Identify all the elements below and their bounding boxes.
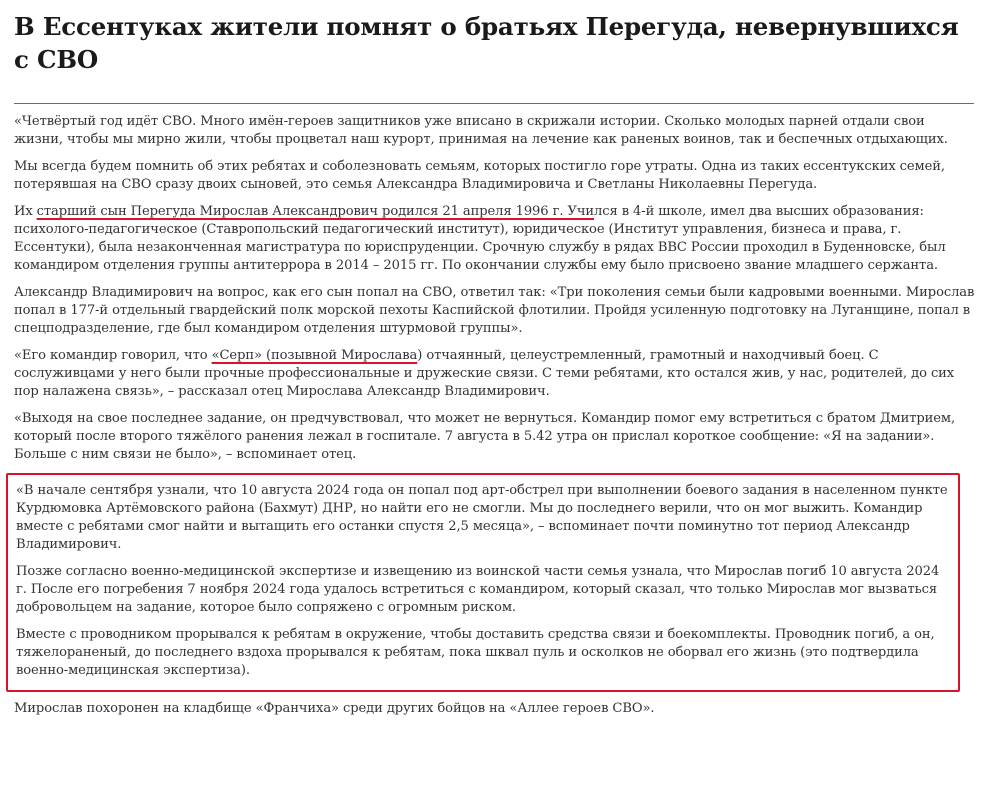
paragraph-commander-quote: [14, 347, 976, 401]
paragraph-biography-rest: лся в 4-й школе, имел два высших образования: психолого-педагогическое (Ставропольский педагогический институт), юридическое (Институт управления, бизнеса и права, г. Ессентуки), была незаконченная магистратура по юриспруденции. Срочную службу в рядах ВВС России проходил в Буденновске, был командиром отделения группы антитеррора в 2014 – 2015 гг. По окончании службы ему было присвоено звание младшего сержанта.: [14, 204, 946, 273]
paragraph-biography-lead: Их: [14, 204, 37, 219]
paragraph-biography: [14, 203, 976, 275]
article-title: В Ессентуках жители помнят о братьях Перегуда, невернувшихся с СВО: [14, 12, 959, 74]
paragraph-commander-rest: ) отчаянный, целеустремленный, грамотный и находчивый боец. С сослуживцами у него были прочные профессиональные и дружеские связи. С теми ребятами, кто остался жив, у нас, родителей, до сих пор налажена связь», – рассказал отец Мирослава Александр Владимирович.: [14, 348, 955, 399]
paragraph-final-fight: Вместе с проводником прорывался к ребятам в окружение, чтобы доставить средства связи и боекомплекты. Проводник погиб, а он, тяжелораненый, до последнего вздоха прорывался к ребятам, пока шквал пуль и осколков не оборвал его жизнь (это подтвердила военно-медицинская экспертиза).: [16, 627, 935, 678]
article: [14, 0, 976, 727]
paragraph-family: Мы всегда будем помнить об этих ребятах и соболезновать семьям, которых постигло горе утраты. Одна из таких ессентукских семей, потерявшая на СВО сразу двоих сыновей, это семья Александра Владимировича и Светланы Николаевны Перегуда.: [14, 159, 945, 192]
paragraph-how-joined: Александр Владимирович на вопрос, как его сын попал на СВО, ответил так: «Три поколения семьи были кадровыми военными. Мирослав попал в 177-й отдельный гвардейский полк морской пехоты Каспийской флотилии. Пройдя усиленную подготовку на Луганщине, попал в спецподразделение, где был командиром отделения штурмовой группы».: [14, 285, 975, 336]
underlined-birth-info: старший сын Перегуда Мирослав Александрович родился 21 апреля 1996 г. Учи: [36, 204, 595, 219]
underlined-callsign: «Серп» (позывной Мирослава: [211, 348, 418, 363]
paragraph-last-mission: «Выходя на свое последнее задание, он предчувствовал, что может не вернуться. Командир помог ему встретиться с братом Дмитрием, который после второго тяжёлого ранения лежал в госпитале. 7 августа в 5.42 утра он прислал короткое сообщение: «Я на задании». Больше с ним связи не было», – вспоминает отец.: [14, 411, 956, 462]
article-body: [14, 113, 976, 718]
paragraph-intro: «Четвёртый год идёт СВО. Много имён-героев защитников уже вписано в скрижали истории. Сколько молодых парней отдали свои жизни, чтобы мы мирно жили, чтобы процветал наш курорт, принимая на лечение как раненых воинов, так и беспечных отдыхающих.: [14, 114, 948, 147]
paragraph-expertise: Позже согласно военно-медицинской экспертизе и извещению из воинской части семья узнала, что Мирослав погиб 10 августа 2024 г. После его погребения 7 ноября 2024 года удалось встретиться с командиром, который сказал, что только Мирослав мог вызваться добровольцем на задание, которое было сопряжено с огромным риском.: [16, 564, 940, 615]
title-divider: [14, 103, 974, 104]
paragraph-burial: Мирослав похоронен на кладбище «Франчиха» среди других бойцов на «Аллее героев СВО».: [14, 701, 655, 716]
paragraph-september-news: «В начале сентября узнали, что 10 августа 2024 года он попал под арт-обстрел при выполнении боевого задания в населенном пункте Курдюмовка Артёмовского района (Бахмут) ДНР, но найти его не смогли. Мы до последнего верили, что он мог выжить. Командир вместе с ребятами смог найти и вытащить его останки спустя 2,5 месяца», – вспоминает почти поминутно тот период Александр Владимирович.: [16, 483, 948, 552]
highlighted-box: [6, 473, 960, 692]
paragraph-commander-lead: «Его командир говорил, что: [14, 348, 212, 363]
